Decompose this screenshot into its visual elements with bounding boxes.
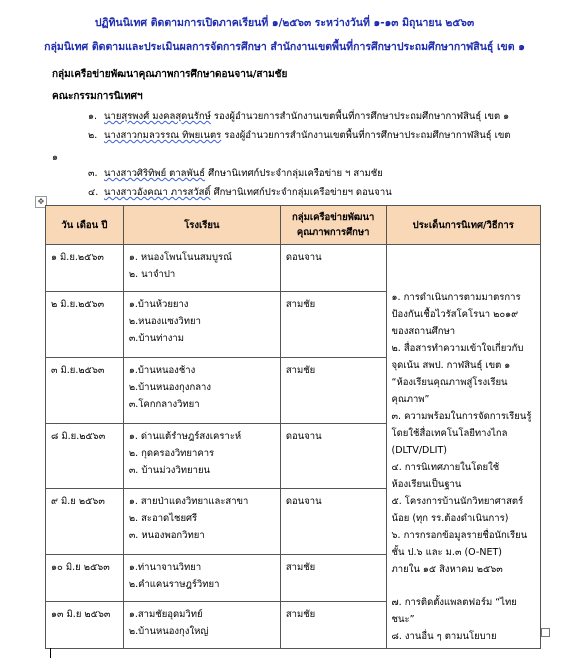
- text-cursor: [50, 648, 51, 658]
- cell-network: สามชัย: [280, 291, 386, 357]
- school-item: ๓.บ้านท่างาม: [128, 332, 185, 344]
- schedule-table: [45, 205, 541, 649]
- cell-schools: [123, 291, 280, 357]
- cell-network: สามชัย: [280, 357, 386, 423]
- cell-issues: ๑. การดำเนินการตามมาตรการ ป้องกันเชื้อไวรัสโคโรนา ๒๐๑๙ ของสถานศึกษา ๒. สื่อสารทำความเข้าใจเกี่ยวกับ จุดเน้น สพป. กาฬสินธุ์ เขต ๑ “ห้องเรียนคุณภาพสู่โรงเรียน คุณภาพ” ๓. ความพร้อมในการจัดการเรียนรู้ โดยใช้สื่อเทคโนโลยีทางไกล (DLTV/DLIT) ๔. การนิเทศภายในโดยใช้ ห้องเรียนเป็นฐาน ๕. โครงการบ้านนักวิทยาศาสตร์ น้อย (ทุก รร.ต้องดำเนินการ) ๖. การกรอกข้อมูลรายชื่อนักเรียน ชั้น ป.๖ และ ม.๓ (O-NET) ภายใน ๑๕ สิงหาคม ๒๕๖๓ ๗. การติดตั้งแพลตฟอร์ม “ไทย ชนะ” ๘. งานอื่น ๆ ตามนโยบาย: [386, 245, 540, 649]
- school-item: ๑.บ้านหนองช้าง: [128, 364, 196, 376]
- cell-date: ๑๓ มิ.ย ๒๕๖๓: [46, 602, 124, 649]
- cell-schools: [123, 245, 280, 292]
- header-date: วัน เดือน ปี: [46, 206, 124, 245]
- school-item: ๑. หนองโพนโนนสมบูรณ์: [128, 252, 232, 263]
- member-role: รองผู้อำนวยการสำนักงานเขตพื้นที่การศึกษาประถมศึกษากาฬสินธุ์ เขต: [221, 130, 511, 141]
- table-header-row: [46, 206, 541, 245]
- cell-schools: [123, 602, 280, 649]
- committee-member: ๔. นางสาวอังคณา ภารสวัสดิ์ ศึกษานิเทศก์ประจำกลุ่มเครือข่ายฯ ดอนจาน: [88, 187, 392, 198]
- committee-member: ๑. นายสุรพงศ์ มงคลสุดนรักษ์ รองผู้อำนวยการสำนักงานเขตพื้นที่การศึกษาประถมศึกษากาฬสินธุ์ เขต ๑: [88, 111, 510, 122]
- member-name: นางสาวกมลวรรณ ทิพยเนตร: [104, 130, 222, 141]
- school-item: ๑. ด่านแต้รำษฎร์สงเคราะห์: [128, 430, 242, 442]
- cell-schools: [123, 489, 280, 555]
- school-item: ๒.คำแคนราษฎร์วิทยา: [128, 579, 220, 591]
- school-item: ๒. สะอาดไชยศรี: [128, 513, 198, 525]
- table-resize-handle-icon[interactable]: [541, 628, 550, 637]
- member-name: นางสาวอังคณา ภารสวัสดิ์: [104, 187, 211, 198]
- cell-date: ๑ มิ.ย.๒๕๖๓: [46, 245, 124, 292]
- document-subtitle: กลุ่มนิเทศ ติดตามและประเมินผลการจัดการศึกษา สำนักงานเขตพื้นที่การศึกษาประถมศึกษากาฬสินธุ์ เขต ๑: [44, 41, 525, 53]
- cell-network: สามชัย: [280, 555, 386, 602]
- member-name: นางสาวศิริทิพย์ ตาลพันธ์: [104, 168, 206, 179]
- member-role: ศึกษานิเทศก์ประจำกลุ่มเครือข่าย ฯ สามชัย: [205, 168, 383, 179]
- member-name: นายสุรพงศ์ มงคลสุดนรักษ์: [104, 111, 211, 122]
- cell-network: ดอนจาน: [280, 423, 386, 489]
- cell-schools: [123, 357, 280, 423]
- cell-schools: [123, 555, 280, 602]
- committee-member: ๒. นางสาวกมลวรรณ ทิพยเนตร รองผู้อำนวยการสำนักงานเขตพื้นที่การศึกษาประถมศึกษากาฬสินธุ์ เขต: [88, 130, 511, 141]
- table-move-handle-icon[interactable]: ✥: [35, 196, 47, 208]
- school-item: ๑. สายป่าแดงวิทยาและสาขา: [128, 496, 249, 508]
- school-item: ๒. กุดครองวิทยาคาร: [128, 447, 215, 459]
- school-item: ๑.ท่านาจานวิทยา: [128, 562, 202, 574]
- cell-schools: [123, 423, 280, 489]
- school-item: ๓. หนองพอกวิทยา: [128, 530, 205, 542]
- cell-date: ๘ มิ.ย.๒๕๖๓: [46, 423, 124, 489]
- school-item: ๑.สามชัยอุดมวิทย์: [128, 609, 203, 621]
- school-item: ๓. บ้านม่วงวิทยายน: [128, 464, 210, 476]
- school-item: ๒.หนองแซงวิทยา: [128, 315, 201, 327]
- cell-network: ดอนจาน: [280, 245, 386, 292]
- member-role: รองผู้อำนวยการสำนักงานเขตพื้นที่การศึกษาประถมศึกษากาฬสินธุ์ เขต ๑: [210, 111, 510, 122]
- cell-network: ดอนจาน: [280, 489, 386, 555]
- cell-network: สามชัย: [280, 602, 386, 649]
- cell-date: ๓ มิ.ย.๒๕๖๓: [46, 357, 124, 423]
- school-item: ๒.บ้านหนองกุงใหญ่: [128, 626, 209, 638]
- header-network: กลุ่มเครือข่ายพัฒนาคุณภาพการศึกษา: [280, 206, 386, 245]
- committee-member-continuation: ๑: [52, 152, 59, 163]
- committee-member: ๓. นางสาวศิริทิพย์ ตาลพันธ์ ศึกษานิเทศก์ประจำกลุ่มเครือข่าย ฯ สามชัย: [88, 168, 383, 179]
- document-title: ปฏิทินนิเทศ ติดตามการเปิดภาคเรียนที่ ๑/๒๕๖๓ ระหว่างวันที่ ๑-๑๓ มิถุนายน ๒๕๖๓: [94, 17, 475, 29]
- school-item: ๑.บ้านห้วยยาง: [128, 298, 189, 310]
- committee-heading: คณะกรรมการนิเทศฯ: [52, 91, 143, 102]
- school-item: ๒.บ้านหนองกุงกลาง: [128, 381, 211, 393]
- member-role: ศึกษานิเทศก์ประจำกลุ่มเครือข่ายฯ ดอนจาน: [210, 187, 392, 198]
- cell-date: ๙ มิ.ย ๒๕๖๓: [46, 489, 124, 555]
- table-row: [46, 245, 541, 292]
- cell-date: ๑๐ มิ.ย ๒๕๖๓: [46, 555, 124, 602]
- header-issues: ประเด็นการนิเทศ/วิธีการ: [386, 206, 540, 245]
- network-heading: กลุ่มเครือข่ายพัฒนาคุณภาพการศึกษาดอนจาน/สามชัย: [52, 69, 288, 80]
- school-item: ๓.โคกกลางวิทยา: [128, 398, 200, 410]
- header-school: โรงเรียน: [123, 206, 280, 245]
- school-item: ๒. นาจำปา: [128, 269, 176, 280]
- cell-date: ๒ มิ.ย.๒๕๖๓: [46, 291, 124, 357]
